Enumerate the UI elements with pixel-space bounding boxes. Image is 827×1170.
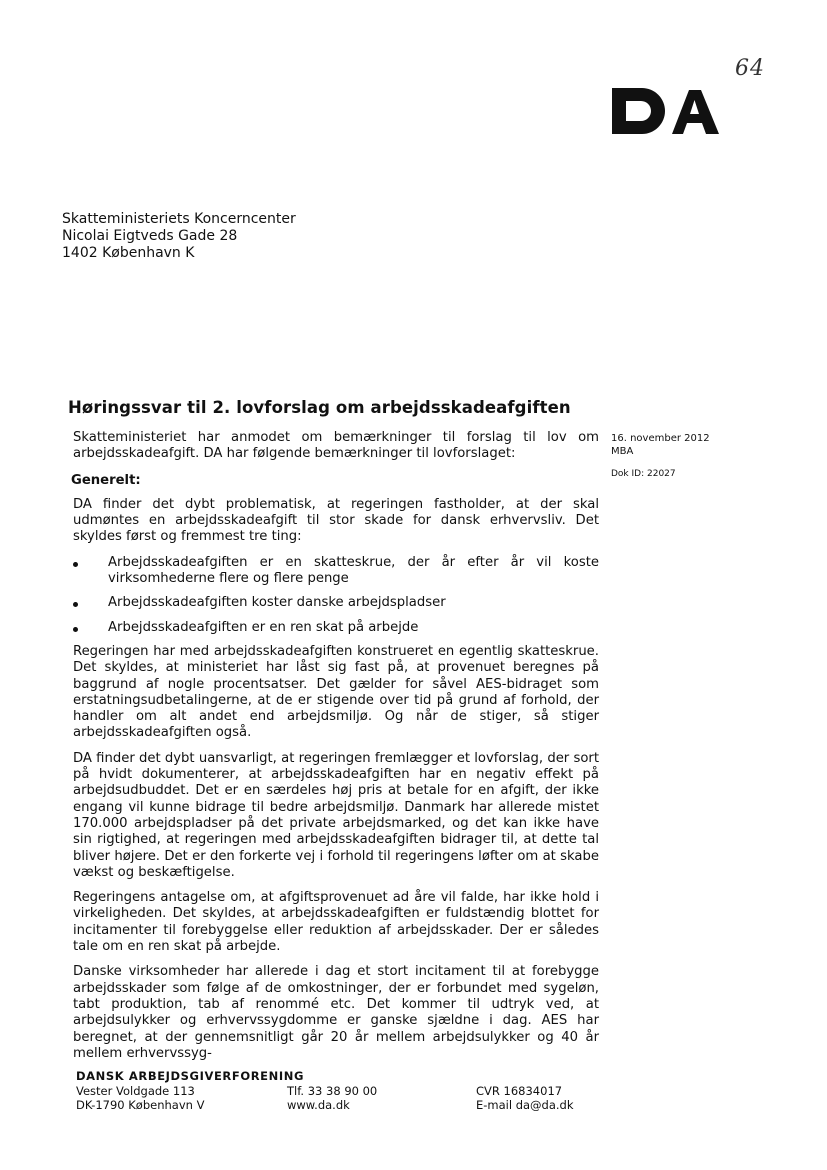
intro-paragraph: Skatteministeriet har anmodet om bemærkninger til forslag til lov om arbejdsskadeafgift. DA har følgende bemærkninger til lovforslaget: — [73, 430, 599, 462]
paragraph-2: Regeringen har med arbejdsskadeafgiften konstrueret en egentlig skatteskrue. Det skyldes, at ministeriet har låst sig fast på, at provenuet beregnes på baggrund af nogle procentsatser. Det gælder for såvel AES-bidraget som erstatningsudbetalingerne, at de er stigende over tid på grund af forhold, der handler om alt andet end arbejdsmiljø. Og når de stiger, så stiger arbejdsskadeafgiften også. — [73, 643, 599, 741]
footer-contact — [287, 1084, 377, 1112]
bullet-item: Arbejdsskadeafgiften er en ren skat på arbejde — [73, 620, 599, 636]
meta-date: 16. november 2012 — [611, 433, 710, 444]
document-title: Høringssvar til 2. lovforslag om arbejdsskadeafgiften — [68, 398, 571, 417]
recipient-line-3: 1402 København K — [62, 245, 195, 261]
bullet-item: Arbejdsskadeafgiften er en skatteskrue, der år efter år vil koste virksomhederne flere og flere penge — [73, 555, 599, 588]
document-meta — [611, 432, 710, 481]
da-logo — [612, 88, 722, 134]
footer-registration — [476, 1084, 574, 1112]
bullet-item: Arbejdsskadeafgiften koster danske arbejdspladser — [73, 595, 599, 611]
letter-body — [73, 430, 599, 1071]
meta-initials: MBA — [611, 446, 634, 457]
recipient-address — [62, 211, 296, 262]
footer-cvr: CVR 16834017 — [476, 1084, 563, 1098]
footer-organization: DANSK ARBEJDSGIVERFORENING — [76, 1069, 304, 1083]
footer-phone: Tlf. 33 38 90 00 — [287, 1084, 378, 1098]
paragraph-3: DA finder det dybt uansvarligt, at regeringen fremlægger et lovforslag, der sort på hvidt dokumenterer, at arbejdsskadeafgiften har en negativ effekt på arbejdsudbuddet. Det er en særdeles høj pris at betale for en afgift, der ikke engang vil kunne bidrage til bedre arbejdsmiljø. Danmark har allerede mistet 170.000 arbejdspladser på det private arbejdsmarked, og det kan ikke have sin rigtighed, at regeringen med arbejdsskadeafgiften bidrager til, at dette tal bliver højere. Det er den forkerte vej i forhold til regeringens løfter om at skabe vækst og beskæftigelse. — [73, 750, 599, 880]
footer-address-line-2: DK-1790 København V — [76, 1098, 205, 1112]
handwritten-page-number: 64 — [735, 56, 765, 81]
recipient-line-1: Skatteministeriets Koncerncenter — [62, 211, 296, 227]
section-heading: Generelt: — [71, 472, 141, 488]
paragraph-5: Danske virksomheder har allerede i dag et stort incitament til at forebygge arbejdsskader som følge af de omkostninger, der er forbundet med sygeløn, tabt produktion, tab af renommé etc. Det kommer til udtryk ved, at arbejdsulykker og erhvervssygdomme er ganske sjældne i dag. AES har beregnet, at der gennemsnitligt går 20 år mellem arbejdsulykker og 40 år mellem erhvervssyg- — [73, 964, 599, 1061]
bullet-list — [73, 555, 599, 636]
paragraph-4: Regeringens antagelse om, at afgiftsprovenuet ad åre vil falde, har ikke hold i virkeligheden. Det skyldes, at arbejdsskadeafgiften er fuldstændig blottet for incitamenter til forebyggelse eller reduktion af arbejdsskader. Der er således tale om en ren skat på arbejde. — [73, 890, 599, 955]
footer-website: www.da.dk — [287, 1098, 350, 1112]
footer-address — [76, 1084, 204, 1112]
footer-address-line-1: Vester Voldgade 113 — [76, 1084, 195, 1098]
paragraph-1: DA finder det dybt problematisk, at regeringen fastholder, at der skal udmøntes en arbejdsskadeafgift til stor skade for dansk erhvervsliv. Det skyldes først og fremmest tre ting: — [73, 496, 599, 545]
footer-email: E-mail da@da.dk — [476, 1098, 574, 1112]
meta-doc-id: Dok ID: 22027 — [611, 469, 676, 479]
letter-footer — [76, 1069, 596, 1112]
recipient-line-2: Nicolai Eigtveds Gade 28 — [62, 228, 238, 244]
